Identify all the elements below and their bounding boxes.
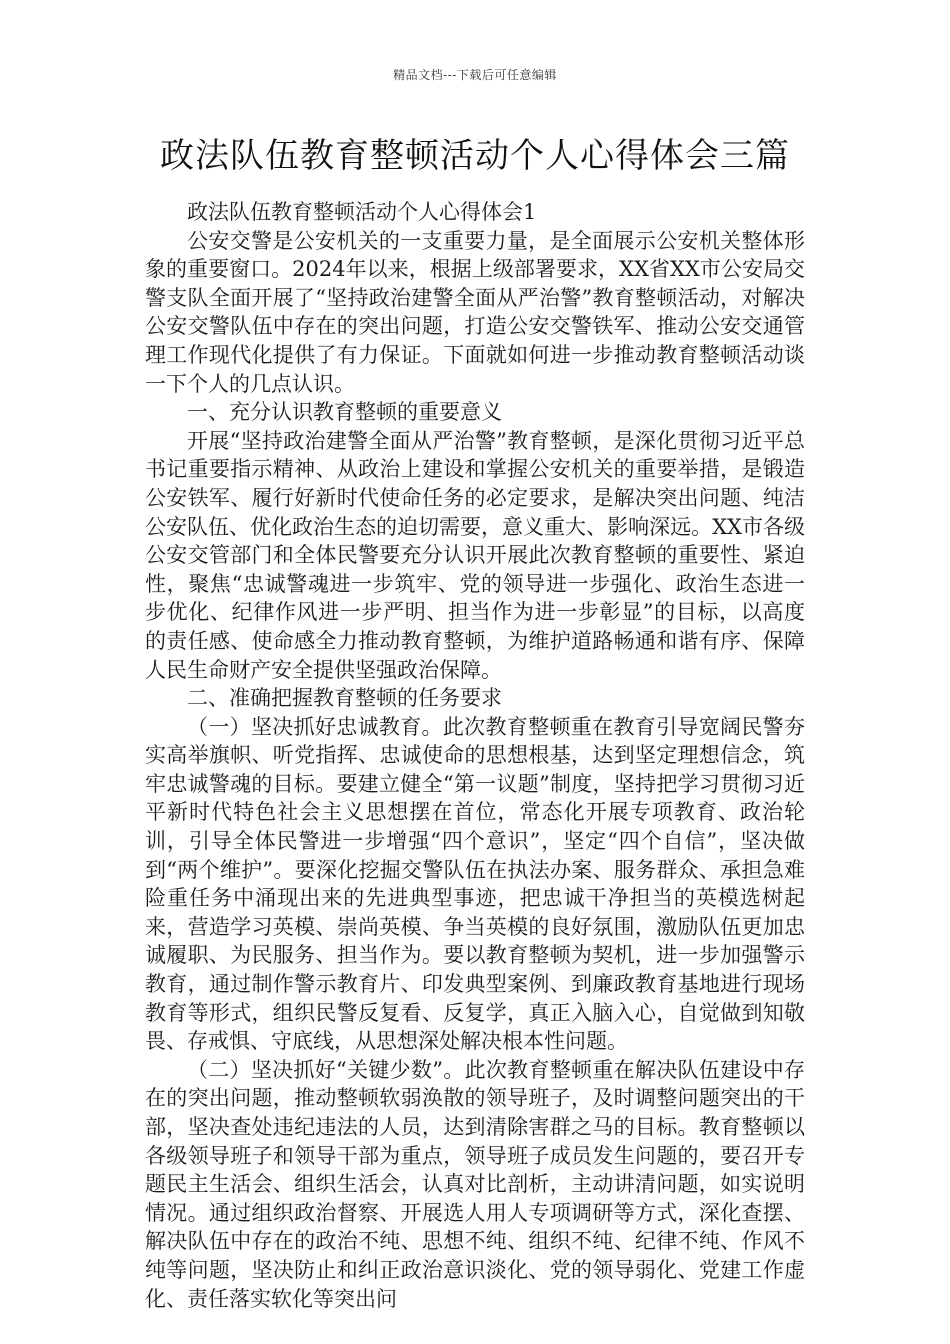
paragraph: 公安交警是公安机关的一支重要力量，是全面展示公安机关整体形象的重要窗口。2024年以来，根据上级部署要求，XX省XX市公安局交警支队全面开展了“坚持政治建警全面从严治警”教育整顿活动，对解决公安交警队伍中存在的突出问题，打造公安交警铁军、推动公安交通管理工作现代化提供了有力保证。下面就如何进一步推动教育整顿活动谈一下个人的几点认识。 <box>145 228 805 396</box>
section-heading: 二、准确把握教育整顿的任务要求 <box>187 686 502 711</box>
paragraph: （一）坚决抓好忠诚教育。此次教育整顿重在教育引导宽阔民警夯实高举旗帜、听党指挥、忠诚使命的思想根基，达到坚定理想信念，筑牢忠诚警魂的目标。要建立健全“第一议题”制度，坚持把学习贯彻习近平新时代特色社会主义思想摆在首位，常态化开展专项教育、政治轮训，引导全体民警进一步增强“四个意识”，坚定“四个自信”，坚决做到“两个维护”。要深化挖掘交警队伍在执法办案、服务群众、承担急难险重任务中涌现出来的先进典型事迹，把忠诚干净担当的英模选树起来，营造学习英模、崇尚英模、争当英模的良好氛围，激励队伍更加忠诚履职、为民服务、担当作为。要以教育整顿为契机，进一步加强警示教育，通过制作警示教育片、印发典型案例、到廉政教育基地进行现场教育等形式，组织民警反复看、反复学，真正入脑入心，自觉做到知敬畏、存戒惧、守底线，从思想深处解决根本性问题。 <box>145 714 805 1054</box>
section-heading: 政法队伍教育整顿活动个人心得体会1 <box>187 200 537 224</box>
paragraph: 开展“坚持政治建警全面从严治警”教育整顿，是深化贯彻习近平总书记重要指示精神、从政治上建设和掌握公安机关的重要举措，是锻造公安铁军、履行好新时代使命任务的必定要求，是解决突出问题、纯洁公安队伍、优化政治生态的迫切需要，意义重大、影响深远。XX市各级公安交管部门和全体民警要充分认识开展此次教育整顿的重要性、紧迫性，聚焦“忠诚警魂进一步筑牢、党的领导进一步强化、政治生态进一步优化、纪律作风进一步严明、担当作为进一步彰显”的目标，以高度的责任感、使命感全力推动教育整顿，为维护道路畅通和谐有序、保障人民生命财产安全提供坚强政治保障。 <box>145 428 805 682</box>
document-body <box>145 198 805 1313</box>
section-heading: 一、充分认识教育整顿的重要意义 <box>187 400 502 425</box>
header-note: 精品文档---下载后可任意编辑 <box>393 68 557 82</box>
paragraph: （二）坚决抓好“关键少数”。此次教育整顿重在解决队伍建设中存在的突出问题，推动整顿软弱涣散的领导班子，及时调整问题突出的干部，坚决查处违纪违法的人员，达到清除害群之马的目标。教育整顿以各级领导班子和领导干部为重点，领导班子成员发生问题的，要召开专题民主生活会、组织生活会，认真对比剖析，主动讲清问题，如实说明情况。通过组织政治督察、开展选人用人专项调研等方式，深化查摆、解决队伍中存在的政治不纯、思想不纯、组织不纯、纪律不纯、作风不纯等问题，坚决防止和纠正政治意识淡化、党的领导弱化、党建工作虚化、责任落实软化等突出问 <box>145 1057 805 1311</box>
document-title: 政法队伍教育整顿活动个人心得体会三篇 <box>160 136 790 176</box>
